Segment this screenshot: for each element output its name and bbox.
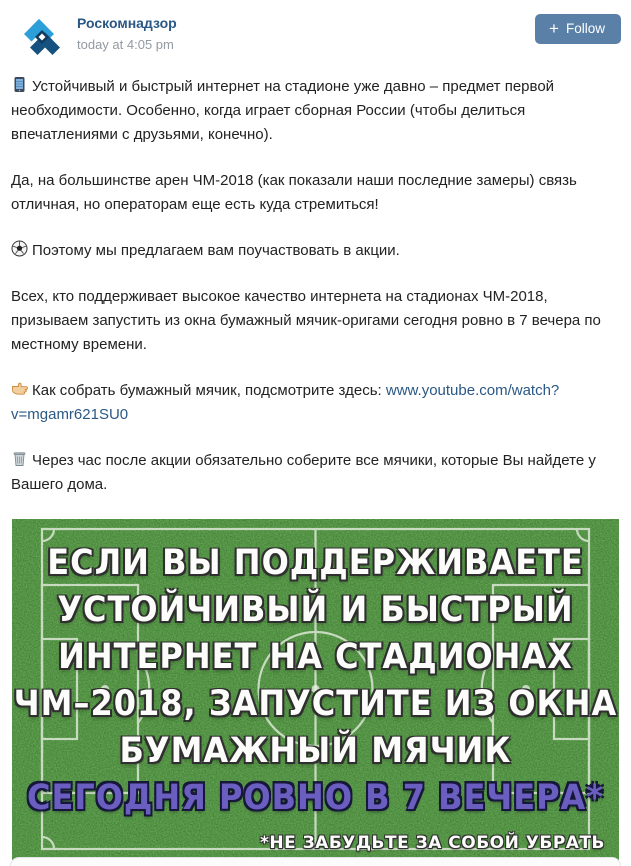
post-timestamp[interactable]: today at 4:05 pm	[77, 37, 174, 52]
paragraph-5	[11, 379, 619, 427]
roskomnadzor-logo-icon	[19, 14, 65, 60]
paragraph-5-text: Как собрать бумажный мячик, подсмотрите здесь:	[32, 382, 386, 399]
paragraph-2	[11, 169, 619, 217]
follow-button[interactable]	[535, 14, 621, 44]
soccer-ball-emoji	[11, 240, 28, 257]
paragraph-6-text: Через час после акции обязательно соберите все мячики, которые Вы найдете у Вашего дома.	[11, 452, 596, 493]
poster-line-2: УСТОЙЧИВЫЙ И БЫСТРЫЙ	[57, 588, 574, 630]
author-name-link[interactable]: Роскомнадзор	[77, 15, 177, 31]
avatar[interactable]	[17, 12, 67, 62]
paragraph-3	[11, 239, 619, 263]
next-card-top-edge	[10, 857, 621, 866]
paragraph-1-text: Устойчивый и быстрый интернет на стадионе уже давно – предмет первой необходимости. Особенно, когда играет сборная России (чтобы делиться впечатлениями с друзьями, конечно).	[11, 78, 555, 143]
paragraph-1	[11, 75, 619, 147]
poster-line-5: БУМАЖНЫЙ МЯЧИК	[119, 729, 512, 771]
paragraph-2-text: Да, на большинстве арен ЧМ-2018 (как показали наши последние замеры) связь отличная, но операторам еще есть куда стремиться!	[11, 172, 577, 213]
poster-line-1: ЕСЛИ ВЫ ПОДДЕРЖИВАЕТЕ	[47, 541, 584, 583]
paragraph-4	[11, 285, 619, 357]
post-body	[0, 63, 631, 497]
follow-button-label: Follow	[565, 21, 605, 36]
youtube-link[interactable]: www.youtube.com/watch?v=mgamr621SU0	[11, 382, 560, 423]
header-meta	[77, 12, 535, 52]
poster-text-block	[12, 539, 619, 821]
mobile-phone-emoji	[11, 76, 28, 93]
paragraph-3-text: Поэтому мы предлагаем вам поучаствовать в акции.	[32, 242, 400, 259]
paragraph-6	[11, 449, 619, 497]
poster-highlight-line: СЕГОДНЯ РОВНО В 7 ВЕЧЕРА*	[26, 776, 605, 818]
pointing-right-emoji	[11, 380, 28, 397]
post-header	[0, 0, 631, 63]
plus-icon: +	[549, 19, 559, 38]
paragraph-4-text: Всех, кто поддерживает высокое качество интернета на стадионах ЧМ-2018, призываем запустить из окна бумажный мячик-оригами сегодня ровно в 7 вечера по местному времени.	[11, 288, 601, 353]
poster-footnote: *НЕ ЗАБУДЬТЕ ЗА СОБОЙ УБРАТЬ	[259, 833, 605, 853]
poster-line-3: ИНТЕРНЕТ НА СТАДИОНАХ	[58, 635, 573, 677]
post-image-football-field[interactable]	[12, 519, 619, 860]
wastebasket-emoji	[11, 450, 28, 467]
poster-line-4: ЧМ–2018, ЗАПУСТИТЕ ИЗ ОКНА	[13, 682, 618, 724]
